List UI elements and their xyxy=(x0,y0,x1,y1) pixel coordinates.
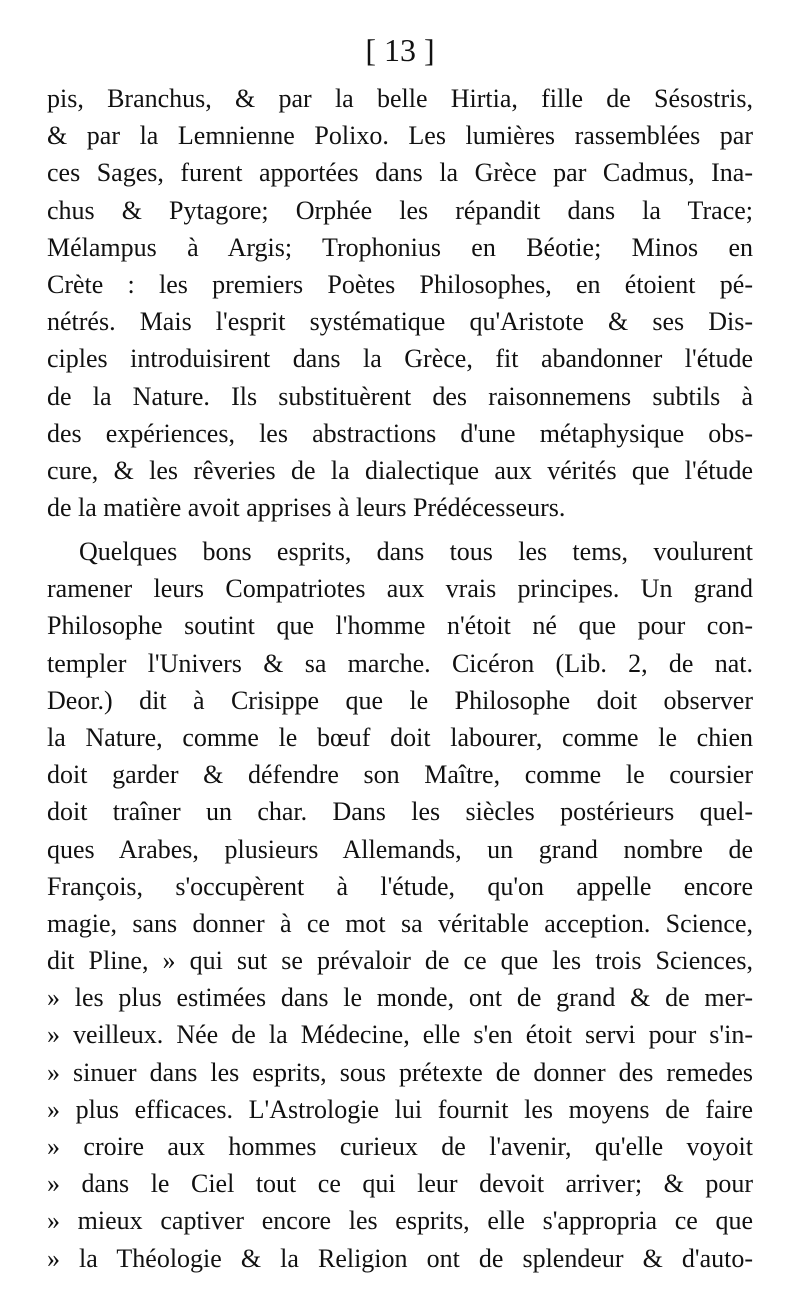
text-line: ciples introduisirent dans la Grèce, fit abandonner l'étude xyxy=(47,344,753,374)
text-line: ramener leurs Compatriotes aux vrais principes. Un grand xyxy=(47,574,753,604)
text-line: » croire aux hommes curieux de l'avenir, qu'elle voyoit xyxy=(47,1132,753,1161)
text-line: Mélampus à Argis; Trophonius en Béotie; Minos en xyxy=(47,232,753,262)
text-line: magie, sans donner à ce mot sa véritable acception. Science, xyxy=(47,908,753,938)
text-line: cure, & les rêveries de la dialectique aux vérités que l'étude xyxy=(47,455,753,485)
text-line: pis, Branchus, & par la belle Hirtia, fille de Sésostris, xyxy=(47,84,753,113)
text-line: la Nature, comme le bœuf doit labourer, comme le chien xyxy=(47,722,753,752)
text-line: » mieux captiver encore les esprits, elle s'appropria ce que xyxy=(47,1206,753,1236)
text-line: doit traîner un char. Dans les siècles postérieurs quel- xyxy=(47,797,753,827)
text-line: Philosophe soutint que l'homme n'étoit né que pour con- xyxy=(47,611,753,641)
text-line: de la matière avoit apprises à leurs Prédécesseurs. xyxy=(47,493,566,523)
text-line: » les plus estimées dans le monde, ont de grand & de mer- xyxy=(47,983,753,1013)
text-line: » la Théologie & la Religion ont de splendeur & d'auto- xyxy=(47,1243,753,1273)
text-line: templer l'Univers & sa marche. Cicéron (Lib. 2, de nat. xyxy=(47,648,753,678)
text-line: doit garder & défendre son Maître, comme le coursier xyxy=(47,760,753,790)
text-line: ces Sages, furent apportées dans la Grèce par Cadmus, Ina- xyxy=(47,158,753,188)
text-line: Crète : les premiers Poètes Philosophes, en étoient pé- xyxy=(47,269,753,299)
page-number: [ 13 ] xyxy=(365,32,435,68)
text-line: nétrés. Mais l'esprit systématique qu'Aristote & ses Dis- xyxy=(47,307,753,337)
text-line: Deor.) dit à Crisippe que le Philosophe doit observer xyxy=(47,685,753,715)
text-line: des expériences, les abstractions d'une métaphysique obs- xyxy=(47,418,753,448)
text-line: de la Nature. Ils substituèrent des raisonnemens subtils à xyxy=(47,381,753,411)
paragraph-1 xyxy=(47,80,753,526)
text-line: » sinuer dans les esprits, sous prétexte de donner des remedes xyxy=(47,1057,753,1087)
text-line: dit Pline, » qui sut se prévaloir de ce que les trois Sciences, xyxy=(47,946,753,976)
text-line: » plus efficaces. L'Astrologie lui fournit les moyens de faire xyxy=(47,1094,753,1124)
text-line: » veilleux. Née de la Médecine, elle s'en étoit servi pour s'in- xyxy=(47,1020,753,1050)
paragraph-2 xyxy=(47,533,753,1277)
text-line: ques Arabes, plusieurs Allemands, un grand nombre de xyxy=(47,834,753,864)
text-line: Quelques bons esprits, dans tous les tems, voulurent xyxy=(79,537,753,566)
text-line: François, s'occupèrent à l'étude, qu'on appelle encore xyxy=(47,871,753,901)
text-line: » dans le Ciel tout ce qui leur devoit arriver; & pour xyxy=(47,1169,753,1199)
text-line: chus & Pytagore; Orphée les répandit dans la Trace; xyxy=(47,195,753,225)
text-line: & par la Lemnienne Polixo. Les lumières rassemblées par xyxy=(47,121,753,151)
